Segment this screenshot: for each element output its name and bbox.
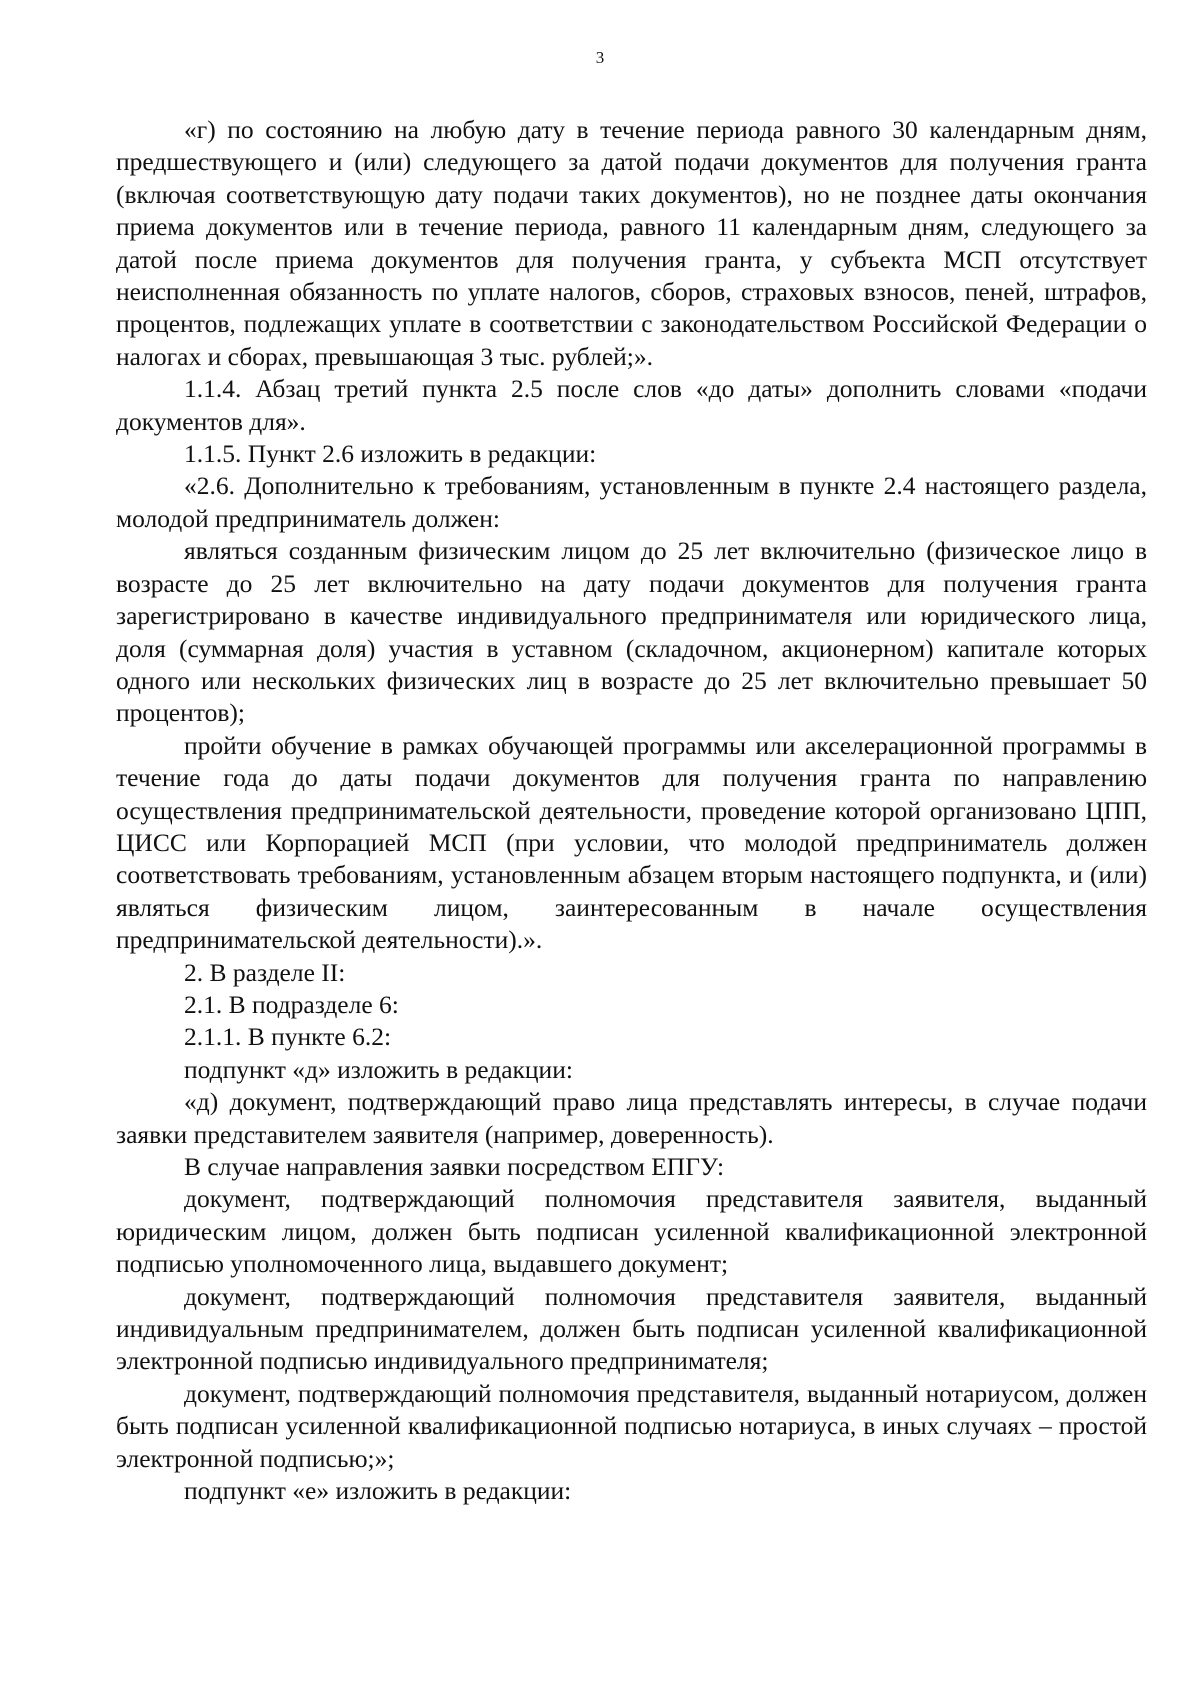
- document-body: [116, 114, 1147, 1507]
- paragraph: документ, подтверждающий полномочия представителя, выданный нотариусом, должен быть подписан усиленной квалификационной подписью нотариуса, в иных случаях – простой электронной подписью;»;: [116, 1378, 1147, 1473]
- paragraph: пройти обучение в рамках обучающей программы или акселерационной программы в течение года до даты подачи документов для получения гранта по направлению осуществления предпринимательской деятельности, проведение которой организовано ЦПП, ЦИСС или Корпорацией МСП (при условии, что молодой предприниматель должен соответствовать требованиям, установленным абзацем вторым настоящего подпункта, и (или) являться физическим лицом, заинтересованным в начале осуществления предпринимательской деятельности).».: [116, 730, 1147, 955]
- paragraph: 1.1.4. Абзац третий пункта 2.5 после слов «до даты» дополнить словами «подачи документов для».: [116, 374, 1147, 436]
- paragraph: 1.1.5. Пункт 2.6 изложить в редакции:: [184, 439, 597, 469]
- paragraph: подпункт «е» изложить в редакции:: [184, 1476, 572, 1506]
- paragraph: «г) по состоянию на любую дату в течение периода равного 30 календарным дням, предшествующего и (или) следующего за датой подачи документов для получения гранта (включая соответствующую дату подачи таких документов), но не позднее даты окончания приема документов или в течение периода, равного 11 календарным дням, следующего за датой после приема документов для получения гранта, у субъекта МСП отсутствует неисполненная обязанность по уплате налогов, сборов, страховых взносов, пеней, штрафов, процентов, подлежащих уплате в соответствии с законодательством Российской Федерации о налогах и сборах, превышающая 3 тыс. рублей;».: [116, 115, 1147, 371]
- paragraph: документ, подтверждающий полномочия представителя заявителя, выданный юридическим лицом, должен быть подписан усиленной квалификационной электронной подписью уполномоченного лица, выдавшего документ;: [116, 1184, 1147, 1279]
- paragraph: В случае направления заявки посредством ЕПГУ:: [184, 1152, 725, 1181]
- paragraph: 2.1.1. В пункте 6.2:: [184, 1022, 392, 1052]
- paragraph: подпункт «д» изложить в редакции:: [184, 1054, 573, 1084]
- paragraph: 2.1. В подразделе 6:: [184, 989, 399, 1019]
- paragraph: 2. В разделе II:: [184, 957, 346, 987]
- page-number: 3: [595, 48, 605, 67]
- paragraph: являться созданным физическим лицом до 25 лет включительно (физическое лицо в возрасте до 25 лет включительно на дату подачи документов для получения гранта зарегистрировано в качестве индивидуального предпринимателя или юридического лица, доля (суммарная доля) участия в уставном (складочном, акционерном) капитале которых одного или нескольких физических лиц в возрасте до 25 лет включительно превышает 50 процентов);: [116, 536, 1147, 728]
- paragraph: «2.6. Дополнительно к требованиям, установленным в пункте 2.4 настоящего раздела, молодой предприниматель должен:: [116, 471, 1147, 533]
- paragraph: документ, подтверждающий полномочия представителя заявителя, выданный индивидуальным предпринимателем, должен быть подписан усиленной квалификационной электронной подписью индивидуального предпринимателя;: [116, 1281, 1147, 1376]
- paragraph: «д) документ, подтверждающий право лица представлять интересы, в случае подачи заявки представителем заявителя (например, доверенность).: [116, 1087, 1147, 1149]
